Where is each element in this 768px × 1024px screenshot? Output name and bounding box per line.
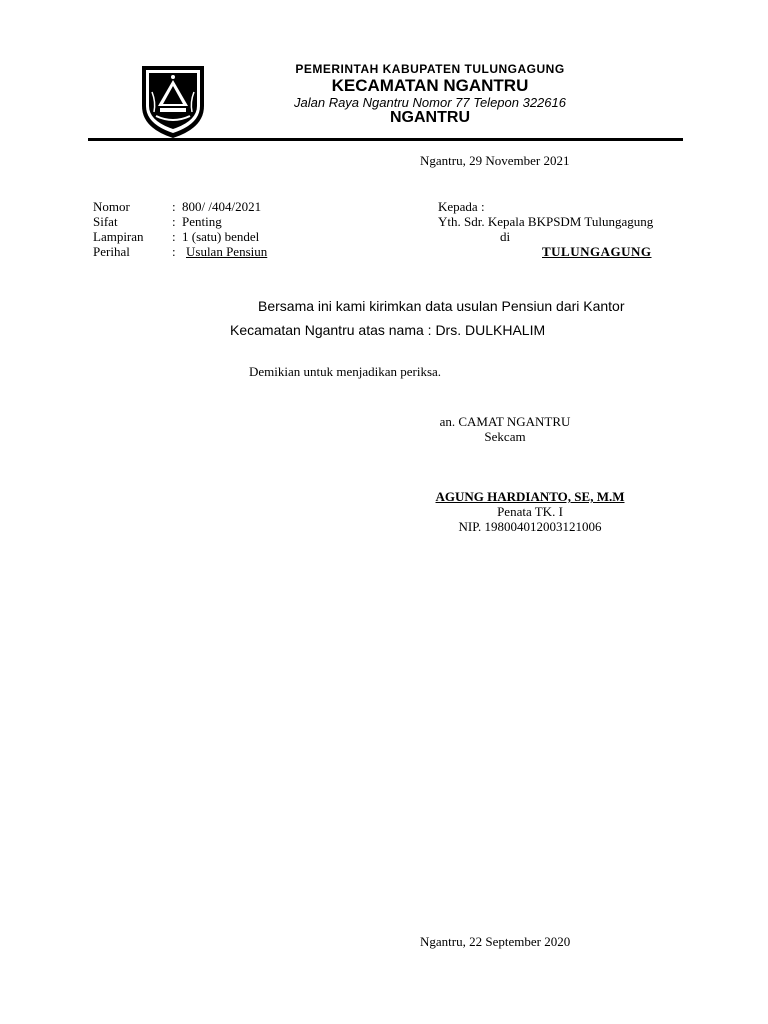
meta-label-lampiran: Lampiran — [93, 229, 144, 244]
meta-colon: : — [172, 214, 176, 229]
regency-coat-of-arms-icon — [136, 62, 210, 140]
letter-date: Ngantru, 29 November 2021 — [420, 153, 570, 168]
body-paragraph-line-2: Kecamatan Ngantru atas nama : Drs. DULKHALIM — [230, 322, 546, 338]
meta-value-nomor: 800/ /404/2021 — [182, 199, 262, 214]
closing-sentence: Demikian untuk menjadikan periksa. — [249, 364, 442, 379]
body-paragraph-line-1: Bersama ini kami kirimkan data usulan Pensiun dari Kantor — [258, 298, 625, 314]
letterhead-government: PEMERINTAH KABUPATEN TULUNGAGUNG — [295, 62, 565, 76]
letterhead-address: Jalan Raya Ngantru Nomor 77 Telepon 322616 — [294, 95, 566, 110]
letterhead-city: NGANTRU — [390, 109, 470, 126]
meta-colon: : — [172, 244, 176, 259]
letterhead-divider — [88, 138, 683, 141]
meta-colon: : — [172, 229, 176, 244]
signature-name: AGUNG HARDIANTO, SE, M.M — [435, 489, 625, 504]
recipient-name: Yth. Sdr. Kepala BKPSDM Tulungagung — [438, 214, 654, 229]
meta-value-perihal: Usulan Pensiun — [186, 244, 268, 259]
signature-nip: NIP. 198004012003121006 — [458, 519, 602, 534]
recipient-di: di — [500, 229, 511, 244]
recipient-label: Kepada : — [438, 199, 485, 214]
recipient-city: TULUNGAGUNG — [542, 244, 652, 259]
meta-value-sifat: Penting — [182, 214, 222, 229]
letterhead-office: KECAMATAN NGANTRU — [331, 76, 529, 95]
signature-subtitle: Sekcam — [484, 429, 526, 444]
meta-value-lampiran: 1 (satu) bendel — [182, 229, 260, 244]
signature-rank: Penata TK. I — [497, 504, 563, 519]
meta-label-perihal: Perihal — [93, 244, 130, 259]
footer-date: Ngantru, 22 September 2020 — [420, 934, 571, 949]
signature-title: an. CAMAT NGANTRU — [439, 414, 571, 429]
meta-colon: : — [172, 199, 176, 214]
meta-label-sifat: Sifat — [93, 214, 118, 229]
meta-label-nomor: Nomor — [93, 199, 130, 214]
